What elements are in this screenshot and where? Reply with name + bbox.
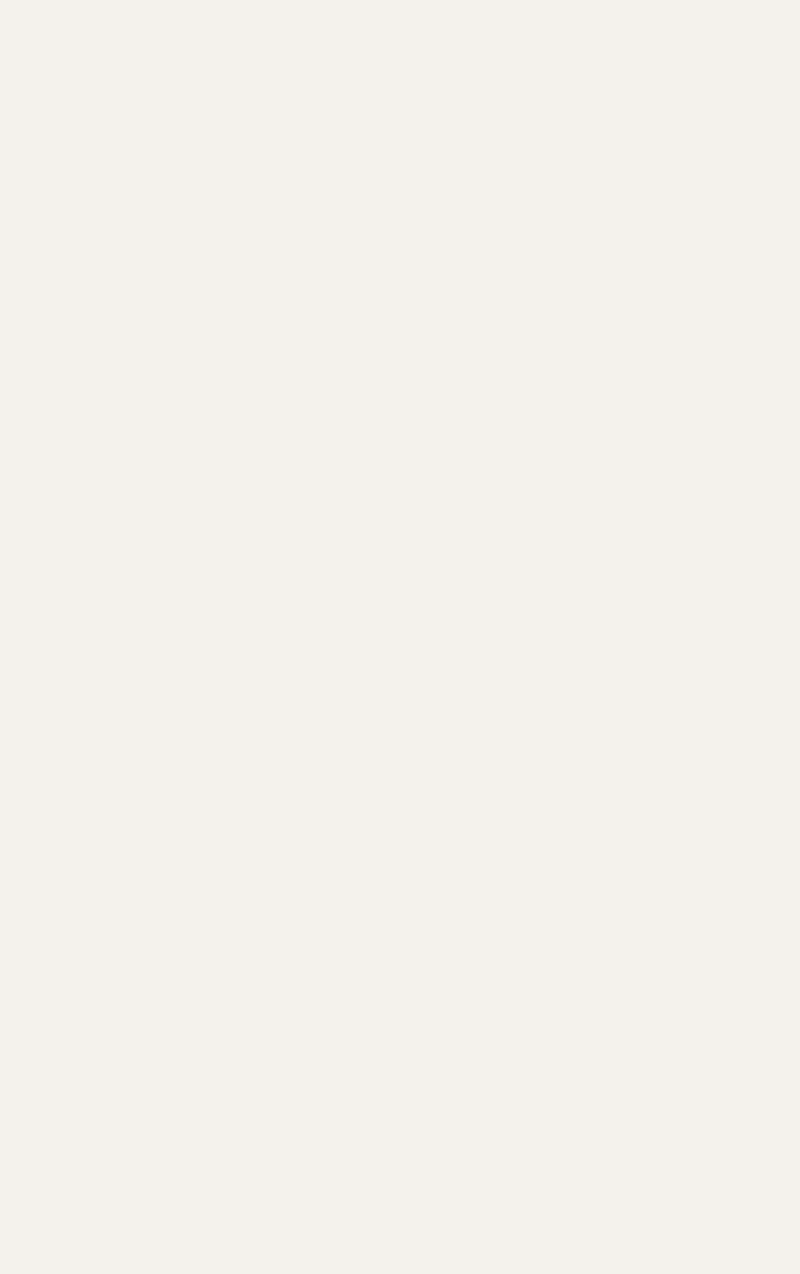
page-header [98,18,698,58]
